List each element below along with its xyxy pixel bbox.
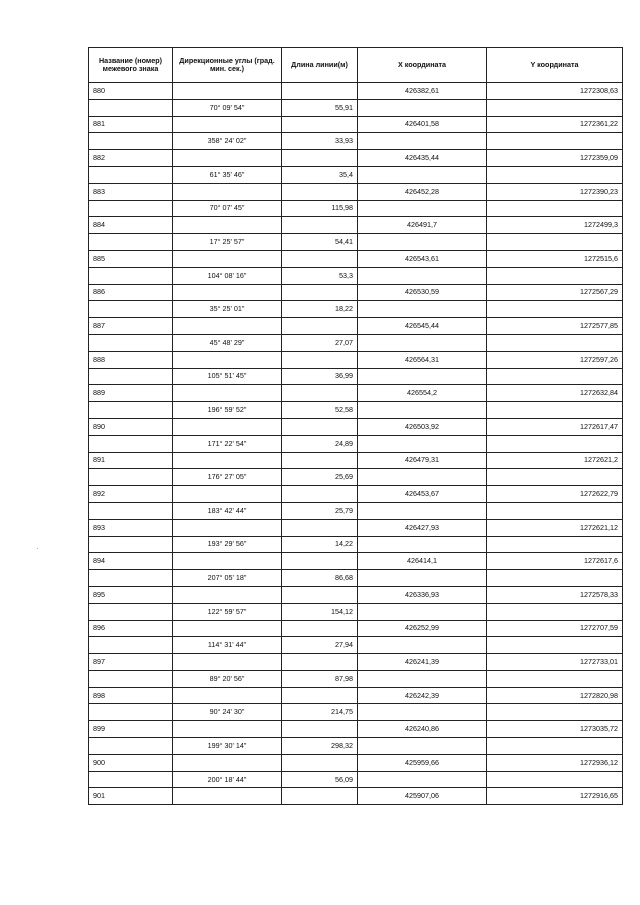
empty-cell — [173, 284, 282, 301]
y-coordinate: 1272617,6 — [487, 553, 623, 570]
empty-cell — [173, 217, 282, 234]
point-row — [89, 83, 623, 100]
empty-cell — [358, 502, 487, 519]
empty-cell — [89, 166, 173, 183]
header-angle: Дирекционные углы (град. мин. сек.) — [173, 48, 282, 83]
x-coordinate: 426242,39 — [358, 687, 487, 704]
point-row — [89, 654, 623, 671]
empty-cell — [358, 771, 487, 788]
empty-cell — [487, 267, 623, 284]
y-coordinate: 1272622,79 — [487, 486, 623, 503]
empty-cell — [89, 301, 173, 318]
empty-cell — [282, 418, 358, 435]
point-name: 886 — [89, 284, 173, 301]
line-length: 33,93 — [282, 133, 358, 150]
y-coordinate: 1272820,98 — [487, 687, 623, 704]
segment-row — [89, 402, 623, 419]
empty-cell — [282, 788, 358, 805]
empty-cell — [487, 570, 623, 587]
y-coordinate: 1272621,12 — [487, 519, 623, 536]
bearing-angle: 70° 09' 54" — [173, 99, 282, 116]
line-length: 36,99 — [282, 368, 358, 385]
empty-cell — [89, 99, 173, 116]
point-name: 895 — [89, 586, 173, 603]
empty-cell — [173, 418, 282, 435]
bearing-angle: 70° 07' 45" — [173, 200, 282, 217]
line-length: 25,69 — [282, 469, 358, 486]
line-length: 35,4 — [282, 166, 358, 183]
bearing-angle: 171° 22' 54" — [173, 435, 282, 452]
bearing-angle: 17° 25' 57" — [173, 234, 282, 251]
line-length: 86,68 — [282, 570, 358, 587]
bearing-angle: 193° 29' 56" — [173, 536, 282, 553]
empty-cell — [487, 435, 623, 452]
empty-cell — [89, 368, 173, 385]
segment-row — [89, 637, 623, 654]
line-length: 25,79 — [282, 502, 358, 519]
empty-cell — [173, 452, 282, 469]
empty-cell — [173, 183, 282, 200]
point-name: 881 — [89, 116, 173, 133]
empty-cell — [89, 502, 173, 519]
line-length: 18,22 — [282, 301, 358, 318]
y-coordinate: 1272578,33 — [487, 586, 623, 603]
empty-cell — [358, 670, 487, 687]
header-length: Длина линии(м) — [282, 48, 358, 83]
point-name: 885 — [89, 250, 173, 267]
x-coordinate: 426530,59 — [358, 284, 487, 301]
bearing-angle: 35° 25' 01" — [173, 301, 282, 318]
empty-cell — [358, 166, 487, 183]
empty-cell — [358, 570, 487, 587]
bearing-angle: 196° 59' 52" — [173, 402, 282, 419]
empty-cell — [487, 301, 623, 318]
empty-cell — [282, 687, 358, 704]
empty-cell — [282, 519, 358, 536]
point-name: 899 — [89, 721, 173, 738]
point-name: 882 — [89, 150, 173, 167]
x-coordinate: 426401,58 — [358, 116, 487, 133]
line-length: 298,32 — [282, 738, 358, 755]
empty-cell — [487, 368, 623, 385]
empty-cell — [487, 738, 623, 755]
empty-cell — [487, 200, 623, 217]
table-body — [89, 83, 623, 805]
x-coordinate: 425907,06 — [358, 788, 487, 805]
empty-cell — [487, 234, 623, 251]
empty-cell — [89, 570, 173, 587]
point-name: 887 — [89, 318, 173, 335]
x-coordinate: 426382,61 — [358, 83, 487, 100]
point-name: 884 — [89, 217, 173, 234]
point-name: 900 — [89, 754, 173, 771]
empty-cell — [282, 754, 358, 771]
header-name: Название (номер) межевого знака — [89, 48, 173, 83]
y-coordinate: 1272499,3 — [487, 217, 623, 234]
point-row — [89, 418, 623, 435]
empty-cell — [487, 469, 623, 486]
point-row — [89, 754, 623, 771]
x-coordinate: 426554,2 — [358, 385, 487, 402]
segment-row — [89, 738, 623, 755]
segment-row — [89, 435, 623, 452]
empty-cell — [89, 670, 173, 687]
point-name: 893 — [89, 519, 173, 536]
empty-cell — [89, 704, 173, 721]
point-name: 901 — [89, 788, 173, 805]
x-coordinate: 426564,31 — [358, 351, 487, 368]
empty-cell — [358, 402, 487, 419]
point-row — [89, 586, 623, 603]
point-row — [89, 284, 623, 301]
segment-row — [89, 234, 623, 251]
empty-cell — [173, 721, 282, 738]
line-length: 27,07 — [282, 334, 358, 351]
x-coordinate: 426435,44 — [358, 150, 487, 167]
empty-cell — [89, 402, 173, 419]
empty-cell — [282, 351, 358, 368]
x-coordinate: 426479,31 — [358, 452, 487, 469]
empty-cell — [173, 150, 282, 167]
empty-cell — [89, 435, 173, 452]
empty-cell — [173, 586, 282, 603]
x-coordinate: 426414,1 — [358, 553, 487, 570]
point-row — [89, 116, 623, 133]
empty-cell — [173, 318, 282, 335]
y-coordinate: 1272936,12 — [487, 754, 623, 771]
empty-cell — [282, 721, 358, 738]
point-name: 898 — [89, 687, 173, 704]
empty-cell — [282, 116, 358, 133]
empty-cell — [487, 99, 623, 116]
empty-cell — [89, 334, 173, 351]
segment-row — [89, 99, 623, 116]
empty-cell — [487, 502, 623, 519]
empty-cell — [89, 771, 173, 788]
point-name: 890 — [89, 418, 173, 435]
empty-cell — [487, 771, 623, 788]
empty-cell — [358, 738, 487, 755]
x-coordinate: 426241,39 — [358, 654, 487, 671]
point-row — [89, 250, 623, 267]
point-row — [89, 620, 623, 637]
empty-cell — [173, 486, 282, 503]
y-coordinate: 1272617,47 — [487, 418, 623, 435]
segment-row — [89, 469, 623, 486]
line-length: 27,94 — [282, 637, 358, 654]
segment-row — [89, 166, 623, 183]
point-row — [89, 452, 623, 469]
header-y: Y координата — [487, 48, 623, 83]
point-row — [89, 486, 623, 503]
y-coordinate: 1272707,59 — [487, 620, 623, 637]
empty-cell — [358, 704, 487, 721]
x-coordinate: 426545,44 — [358, 318, 487, 335]
empty-cell — [282, 83, 358, 100]
empty-cell — [173, 83, 282, 100]
empty-cell — [487, 536, 623, 553]
point-row — [89, 519, 623, 536]
point-row — [89, 687, 623, 704]
x-coordinate: 426427,93 — [358, 519, 487, 536]
x-coordinate: 426452,28 — [358, 183, 487, 200]
bearing-angle: 358° 24' 02" — [173, 133, 282, 150]
empty-cell — [282, 452, 358, 469]
empty-cell — [282, 620, 358, 637]
point-name: 892 — [89, 486, 173, 503]
bearing-angle: 104° 08' 16" — [173, 267, 282, 284]
y-coordinate: 1272632,84 — [487, 385, 623, 402]
bearing-angle: 122° 59' 57" — [173, 603, 282, 620]
empty-cell — [282, 150, 358, 167]
point-row — [89, 351, 623, 368]
bearing-angle: 89° 20' 56" — [173, 670, 282, 687]
x-coordinate: 426543,61 — [358, 250, 487, 267]
empty-cell — [89, 637, 173, 654]
line-length: 54,41 — [282, 234, 358, 251]
x-coordinate: 426491,7 — [358, 217, 487, 234]
empty-cell — [282, 217, 358, 234]
line-length: 55,91 — [282, 99, 358, 116]
bearing-angle: 105° 51' 45" — [173, 368, 282, 385]
empty-cell — [487, 704, 623, 721]
segment-row — [89, 267, 623, 284]
empty-cell — [358, 334, 487, 351]
empty-cell — [358, 99, 487, 116]
empty-cell — [89, 200, 173, 217]
table-header-row — [89, 48, 623, 83]
empty-cell — [358, 200, 487, 217]
y-coordinate: 1273035,72 — [487, 721, 623, 738]
y-coordinate: 1272597,26 — [487, 351, 623, 368]
empty-cell — [89, 603, 173, 620]
empty-cell — [487, 133, 623, 150]
empty-cell — [173, 351, 282, 368]
x-coordinate: 426336,93 — [358, 586, 487, 603]
point-row — [89, 183, 623, 200]
empty-cell — [358, 637, 487, 654]
x-coordinate: 426503,92 — [358, 418, 487, 435]
empty-cell — [89, 267, 173, 284]
segment-row — [89, 200, 623, 217]
empty-cell — [89, 536, 173, 553]
y-coordinate: 1272577,85 — [487, 318, 623, 335]
y-coordinate: 1272359,09 — [487, 150, 623, 167]
x-coordinate: 426252,99 — [358, 620, 487, 637]
empty-cell — [173, 385, 282, 402]
x-coordinate: 426453,67 — [358, 486, 487, 503]
empty-cell — [358, 368, 487, 385]
point-row — [89, 217, 623, 234]
point-name: 888 — [89, 351, 173, 368]
empty-cell — [487, 166, 623, 183]
line-length: 115,98 — [282, 200, 358, 217]
point-name: 897 — [89, 654, 173, 671]
bearing-angle: 200° 18' 44" — [173, 771, 282, 788]
empty-cell — [282, 183, 358, 200]
x-coordinate: 426240,86 — [358, 721, 487, 738]
line-length: 14,22 — [282, 536, 358, 553]
bearing-angle: 90° 24' 30" — [173, 704, 282, 721]
empty-cell — [173, 620, 282, 637]
point-name: 883 — [89, 183, 173, 200]
segment-row — [89, 570, 623, 587]
empty-cell — [173, 553, 282, 570]
empty-cell — [282, 553, 358, 570]
bearing-angle: 207° 05' 18" — [173, 570, 282, 587]
empty-cell — [487, 402, 623, 419]
y-coordinate: 1272515,6 — [487, 250, 623, 267]
empty-cell — [358, 301, 487, 318]
point-row — [89, 788, 623, 805]
empty-cell — [173, 754, 282, 771]
point-name: 896 — [89, 620, 173, 637]
segment-row — [89, 771, 623, 788]
segment-row — [89, 603, 623, 620]
empty-cell — [282, 284, 358, 301]
empty-cell — [358, 536, 487, 553]
empty-cell — [358, 603, 487, 620]
y-coordinate: 1272621,2 — [487, 452, 623, 469]
empty-cell — [89, 738, 173, 755]
empty-cell — [282, 250, 358, 267]
empty-cell — [358, 133, 487, 150]
empty-cell — [282, 654, 358, 671]
empty-cell — [89, 469, 173, 486]
line-length: 53,3 — [282, 267, 358, 284]
point-row — [89, 385, 623, 402]
y-coordinate: 1272361,22 — [487, 116, 623, 133]
empty-cell — [358, 234, 487, 251]
point-name: 894 — [89, 553, 173, 570]
y-coordinate: 1272390,23 — [487, 183, 623, 200]
empty-cell — [487, 334, 623, 351]
empty-cell — [173, 687, 282, 704]
line-length: 24,89 — [282, 435, 358, 452]
boundary-coordinates-table — [88, 47, 623, 805]
bearing-angle: 183° 42' 44" — [173, 502, 282, 519]
empty-cell — [282, 586, 358, 603]
empty-cell — [282, 385, 358, 402]
empty-cell — [282, 486, 358, 503]
segment-row — [89, 301, 623, 318]
header-x: X координата — [358, 48, 487, 83]
point-row — [89, 721, 623, 738]
segment-row — [89, 133, 623, 150]
empty-cell — [173, 116, 282, 133]
point-row — [89, 150, 623, 167]
empty-cell — [89, 234, 173, 251]
bearing-angle: 199° 30' 14" — [173, 738, 282, 755]
point-row — [89, 553, 623, 570]
empty-cell — [173, 654, 282, 671]
bearing-angle: 61° 35' 46" — [173, 166, 282, 183]
line-length: 214,75 — [282, 704, 358, 721]
segment-row — [89, 704, 623, 721]
segment-row — [89, 670, 623, 687]
line-length: 154,12 — [282, 603, 358, 620]
segment-row — [89, 502, 623, 519]
y-coordinate: 1272916,65 — [487, 788, 623, 805]
empty-cell — [358, 469, 487, 486]
line-length: 52,58 — [282, 402, 358, 419]
segment-row — [89, 536, 623, 553]
y-coordinate: 1272308,63 — [487, 83, 623, 100]
empty-cell — [358, 267, 487, 284]
y-coordinate: 1272567,29 — [487, 284, 623, 301]
empty-cell — [487, 637, 623, 654]
empty-cell — [173, 788, 282, 805]
empty-cell — [487, 603, 623, 620]
point-row — [89, 318, 623, 335]
bearing-angle: 114° 31' 44" — [173, 637, 282, 654]
y-coordinate: 1272733,01 — [487, 654, 623, 671]
line-length: 87,98 — [282, 670, 358, 687]
segment-row — [89, 368, 623, 385]
bearing-angle: 176° 27' 05" — [173, 469, 282, 486]
segment-row — [89, 334, 623, 351]
point-name: 889 — [89, 385, 173, 402]
empty-cell — [173, 519, 282, 536]
empty-cell — [282, 318, 358, 335]
line-length: 56,09 — [282, 771, 358, 788]
point-name: 880 — [89, 83, 173, 100]
empty-cell — [173, 250, 282, 267]
empty-cell — [89, 133, 173, 150]
scan-speck — [37, 548, 38, 549]
bearing-angle: 45° 48' 29" — [173, 334, 282, 351]
empty-cell — [358, 435, 487, 452]
x-coordinate: 425959,66 — [358, 754, 487, 771]
point-name: 891 — [89, 452, 173, 469]
empty-cell — [487, 670, 623, 687]
